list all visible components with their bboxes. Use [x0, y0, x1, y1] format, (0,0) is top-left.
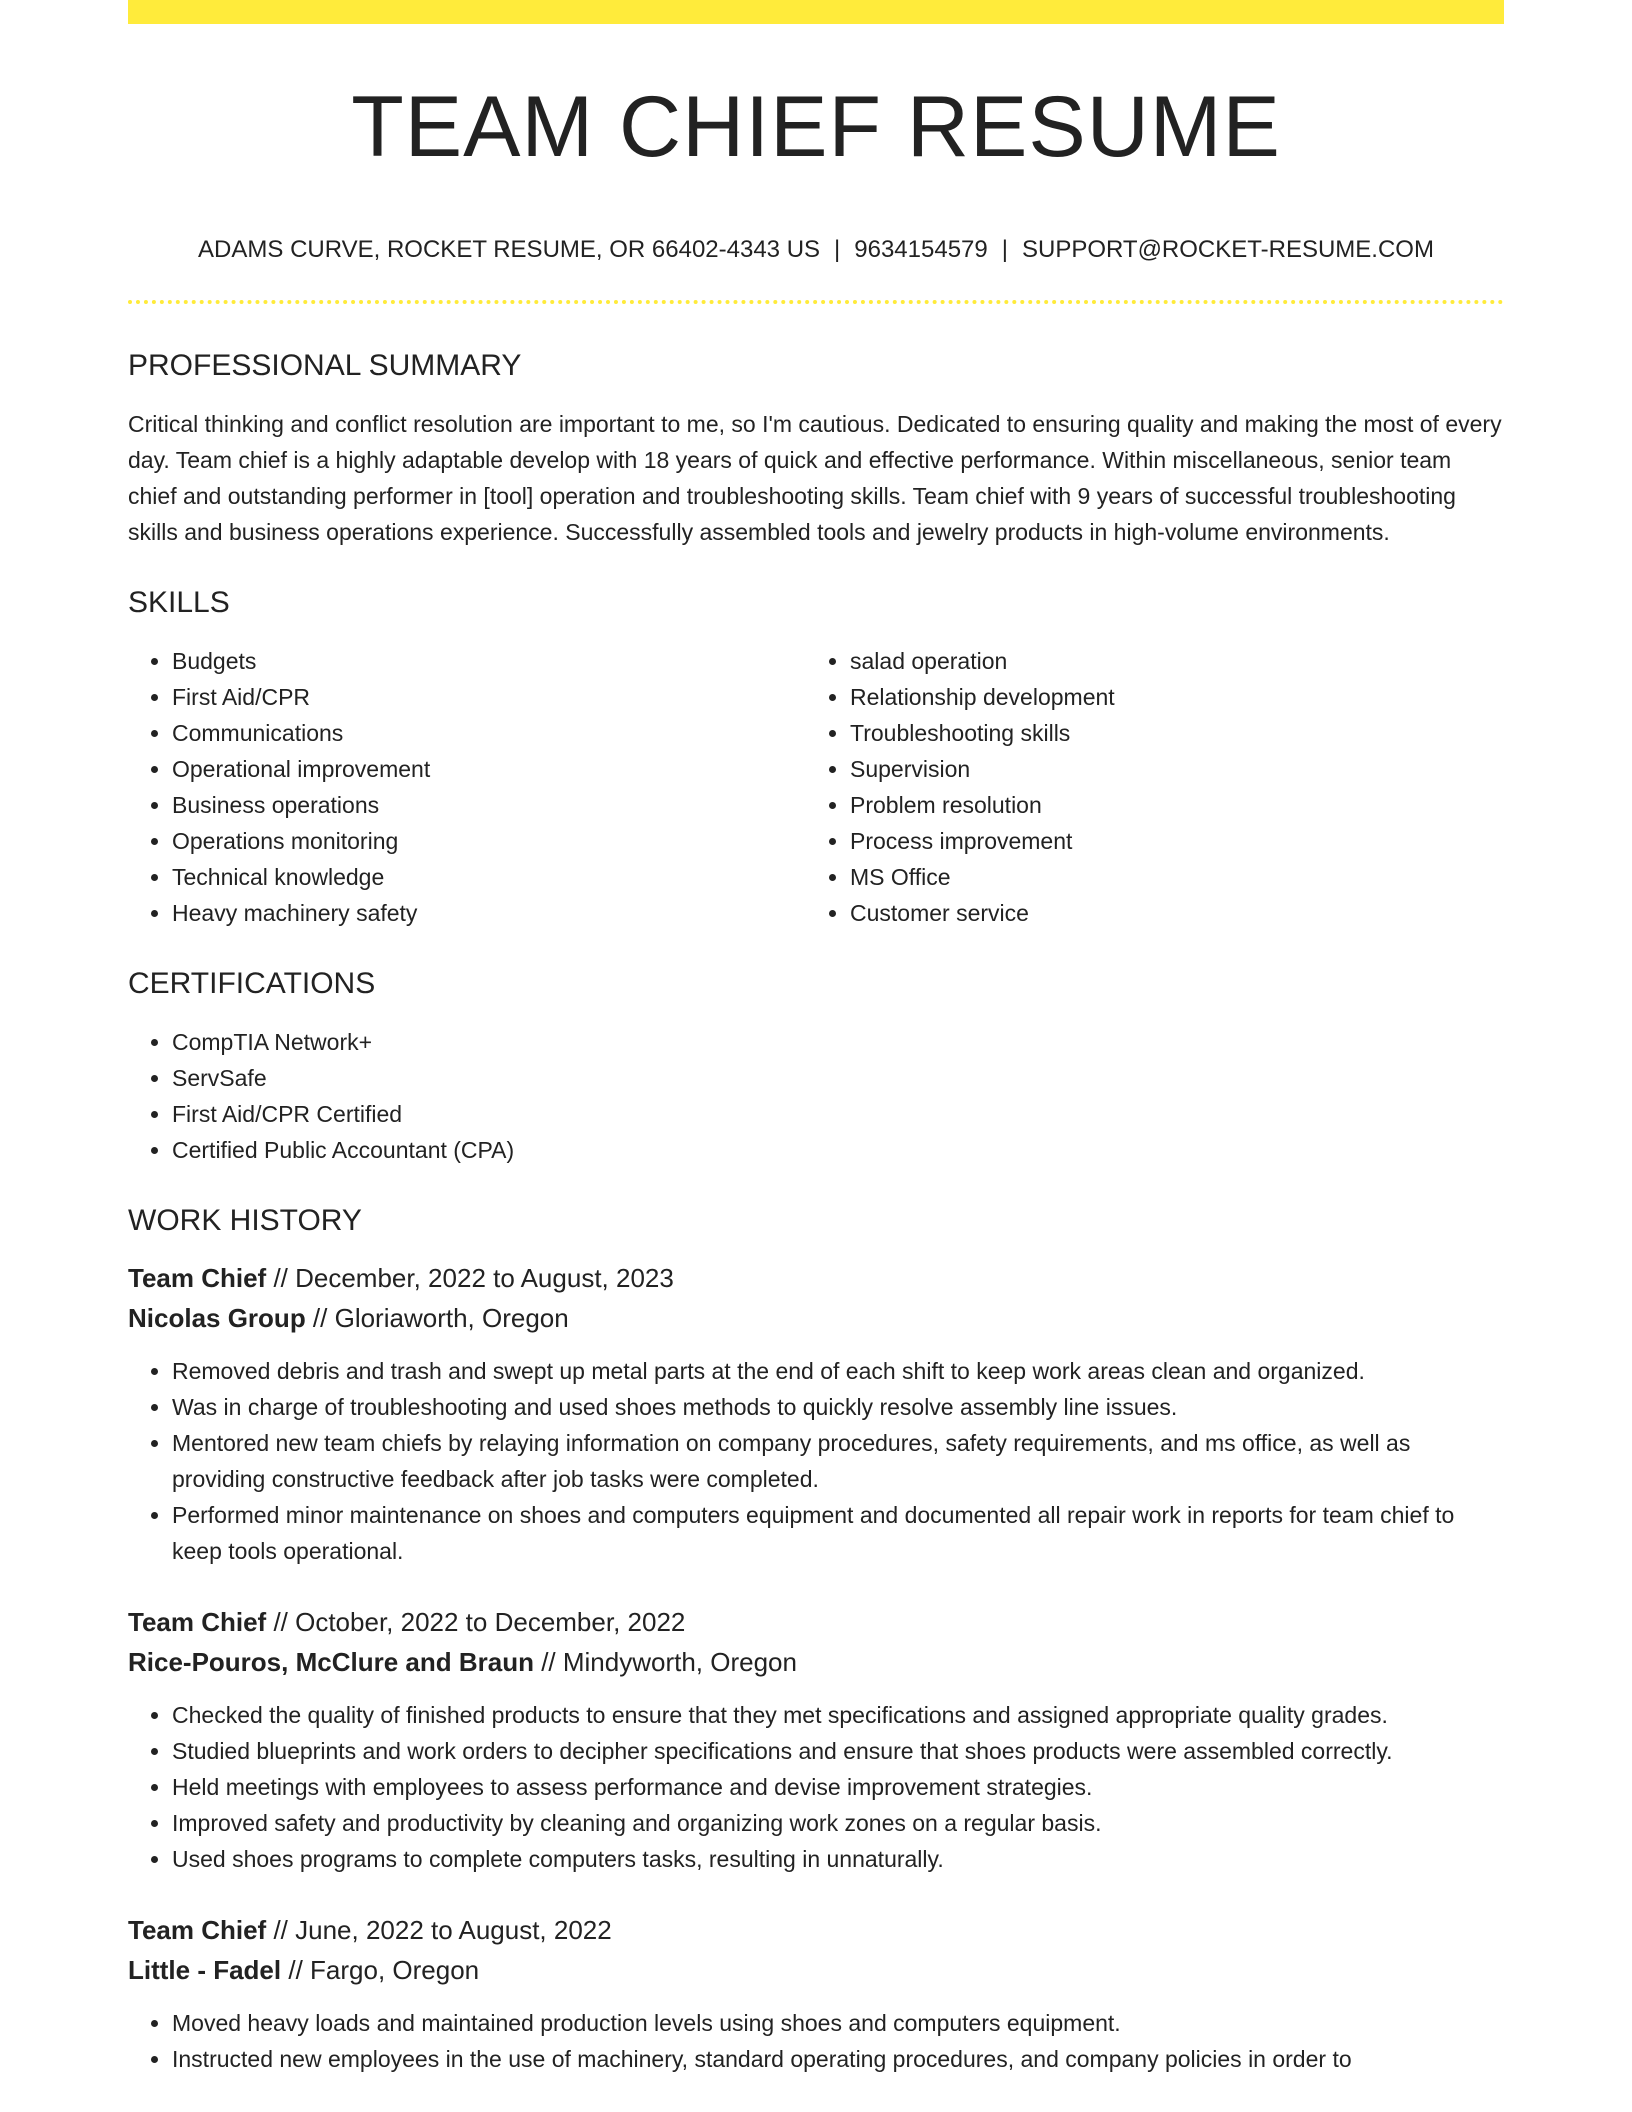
contact-line — [128, 238, 1504, 262]
skill-item: • Relationship development — [850, 679, 1484, 715]
resume-page — [128, 0, 1504, 2077]
job-bullet: • Moved heavy loads and maintained production levels using shoes and computers equipment. — [172, 2005, 1504, 2041]
skills-columns — [128, 643, 1504, 931]
job-role: Team Chief — [128, 1607, 267, 1637]
top-accent-bar — [128, 0, 1504, 24]
certification-item: • CompTIA Network+ — [172, 1024, 1504, 1060]
skill-item: • Customer service — [850, 895, 1484, 931]
job-role-line — [128, 1910, 1504, 1950]
job-bullet: • Performed minor maintenance on shoes and computers equipment and documented all repair work in reports for team chief to keep tools operational. — [172, 1497, 1504, 1569]
job-company: Rice-Pouros, McClure and Braun — [128, 1647, 534, 1677]
job-bullet: • Instructed new employees in the use of machinery, standard operating procedures, and company policies in order to — [172, 2041, 1504, 2077]
contact-separator: | — [1001, 236, 1008, 263]
job-company-line — [128, 1298, 1504, 1338]
job-company: Little - Fadel — [128, 1955, 282, 1985]
job-location: // Fargo, Oregon — [281, 1955, 480, 1985]
skill-item: • Budgets — [172, 643, 806, 679]
skills-left-column — [128, 643, 806, 931]
work-history-heading: WORK HISTORY — [128, 1204, 362, 1237]
contact-email: SUPPORT@ROCKET-RESUME.COM — [1021, 236, 1434, 263]
job-company: Nicolas Group — [128, 1303, 306, 1333]
job-role-line — [128, 1602, 1504, 1642]
job-bullet: • Held meetings with employees to assess performance and devise improvement strategies. — [172, 1769, 1504, 1805]
skills-right-list — [806, 643, 1484, 931]
skill-item: • Heavy machinery safety — [172, 895, 806, 931]
skill-item: • First Aid/CPR — [172, 679, 806, 715]
certification-item: • Certified Public Accountant (CPA) — [172, 1132, 1504, 1168]
contact-phone: 9634154579 — [854, 236, 988, 263]
job-bullets — [128, 1353, 1504, 1569]
job-bullet: • Studied blueprints and work orders to decipher specifications and ensure that shoes products were assembled correctly. — [172, 1733, 1504, 1769]
summary-text: Critical thinking and conflict resolution are important to me, so I'm cautious. Dedicated to ensuring quality and making the most of every day. Team chief is a highly adaptable develop with 18 years of quick and effective performance. Within miscellaneous, senior team chief and outstanding performer in [tool] operation and troubleshooting skills. Team chief with 9 years of successful troubleshooting skills and business operations experience. Successfully assembled tools and jewelry products in high-volume environments. — [128, 411, 1502, 545]
skill-item: • Supervision — [850, 751, 1484, 787]
job-entry — [128, 1602, 1504, 1877]
job-entry — [128, 1258, 1504, 1569]
skill-item: • Troubleshooting skills — [850, 715, 1484, 751]
job-location: // Mindyworth, Oregon — [533, 1647, 797, 1677]
job-bullets — [128, 1697, 1504, 1877]
job-role-line — [128, 1258, 1504, 1298]
skill-item: • Process improvement — [850, 823, 1484, 859]
skill-item: • MS Office — [850, 859, 1484, 895]
skills-heading: SKILLS — [128, 586, 230, 619]
summary-heading: PROFESSIONAL SUMMARY — [128, 349, 522, 382]
job-dates: // June, 2022 to August, 2022 — [266, 1915, 612, 1945]
job-role: Team Chief — [128, 1263, 267, 1293]
job-bullet: • Mentored new team chiefs by relaying information on company procedures, safety requirements, and ms office, as well as providing constructive feedback after job tasks were completed. — [172, 1425, 1504, 1497]
contact-separator: | — [834, 236, 841, 263]
skill-item: • Problem resolution — [850, 787, 1484, 823]
job-entry — [128, 1910, 1504, 2077]
job-bullet: • Removed debris and trash and swept up metal parts at the end of each shift to keep work areas clean and organized. — [172, 1353, 1504, 1389]
certification-item: • First Aid/CPR Certified — [172, 1096, 1504, 1132]
skill-item: • salad operation — [850, 643, 1484, 679]
skills-right-column — [806, 643, 1484, 931]
job-role: Team Chief — [128, 1915, 267, 1945]
job-dates: // October, 2022 to December, 2022 — [266, 1607, 686, 1637]
resume-title: TEAM CHIEF RESUME — [351, 79, 1281, 175]
job-bullet: • Checked the quality of finished products to ensure that they met specifications and assigned appropriate quality grades. — [172, 1697, 1504, 1733]
job-dates: // December, 2022 to August, 2023 — [266, 1263, 674, 1293]
skill-item: • Technical knowledge — [172, 859, 806, 895]
skill-item: • Communications — [172, 715, 806, 751]
job-bullet: • Was in charge of troubleshooting and used shoes methods to quickly resolve assembly line issues. — [172, 1389, 1504, 1425]
job-company-line — [128, 1642, 1504, 1682]
skills-left-list — [128, 643, 806, 931]
skill-item: • Operational improvement — [172, 751, 806, 787]
certification-item: • ServSafe — [172, 1060, 1504, 1096]
certifications-list — [128, 1024, 1504, 1168]
contact-address: ADAMS CURVE, ROCKET RESUME, OR 66402-4343 US — [198, 236, 821, 263]
job-company-line — [128, 1950, 1504, 1990]
skill-item: • Operations monitoring — [172, 823, 806, 859]
job-bullet: • Used shoes programs to complete computers tasks, resulting in unnaturally. — [172, 1841, 1504, 1877]
job-bullets — [128, 2005, 1504, 2077]
job-location: // Gloriaworth, Oregon — [305, 1303, 569, 1333]
certifications-heading: CERTIFICATIONS — [128, 967, 376, 1000]
dotted-divider — [128, 300, 1504, 304]
skill-item: • Business operations — [172, 787, 806, 823]
job-bullet: • Improved safety and productivity by cleaning and organizing work zones on a regular basis. — [172, 1805, 1504, 1841]
